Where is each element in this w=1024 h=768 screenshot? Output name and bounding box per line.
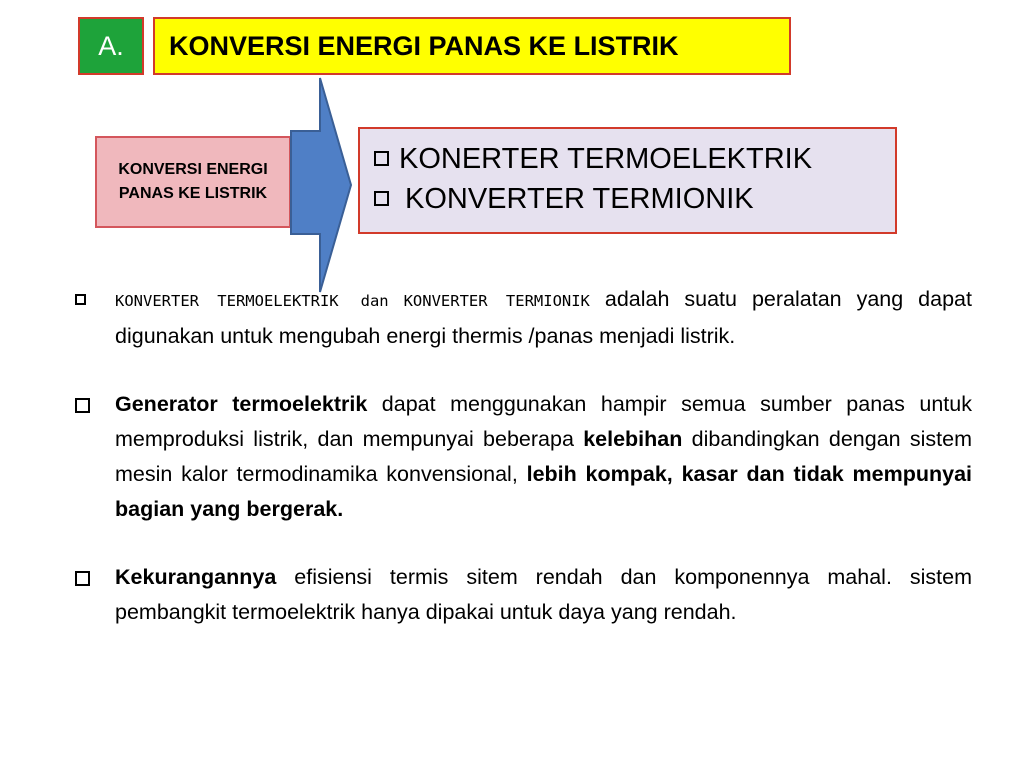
conjunction: dan [360,292,389,310]
title-box [153,17,791,75]
checkbox-bullet-icon [374,151,389,166]
checkbox-bullet-icon [75,294,86,305]
advantages-text-1: dapat menggunakan hampir semua sumber panas untuk memproduksi listrik, dan mempunyai beberapa [115,392,972,451]
section-label: A. [98,30,124,61]
type-label: KONERTER TERMOELEKTRIK [399,143,813,175]
checkbox-bullet-icon [75,571,90,586]
type-label: KONVERTER TERMIONIK [405,183,754,215]
section-label-badge [78,17,144,75]
checkbox-bullet-icon [374,191,389,206]
checkbox-bullet-icon [75,398,90,413]
disadvantages-text: efisiensi termis sitem rendah dan komponennya mahal. sistem pembangkit termoelektrik hanya dipakai untuk daya yang rendah. [115,565,972,624]
definition-text: adalah suatu peralatan yang dapat digunakan untuk mengubah energi thermis /panas menjadi listrik. [115,287,972,348]
page-title: KONVERSI ENERGI PANAS KE LISTRIK [169,30,679,61]
right-arrow-icon [285,76,357,294]
term-thermoelectric: KONVERTER TERMOELEKTRIK [115,292,339,310]
term-thermionic: KONVERTER TERMIONIK [403,292,590,310]
source-label: KONVERSI ENERGI PANAS KE LISTRIK [118,161,268,202]
source-box [95,136,291,228]
converter-types-box [358,127,897,234]
types-item [374,139,895,179]
paragraph-advantages [70,387,972,527]
paragraph-definition [70,282,972,354]
advantages-lead: Generator termoelektrik [115,392,368,416]
advantages-list: lebih kompak, kasar dan tidak mempunyai bagian yang bergerak. [115,462,972,521]
advantages-text-2: dibandingkan dengan sistem mesin kalor termodinamika konvensional, [115,427,972,486]
paragraph-disadvantages [70,560,972,630]
body-content [70,282,972,630]
advantages-keyword: kelebihan [583,427,683,451]
types-item [374,179,895,219]
disadvantages-lead: Kekurangannya [115,565,277,589]
